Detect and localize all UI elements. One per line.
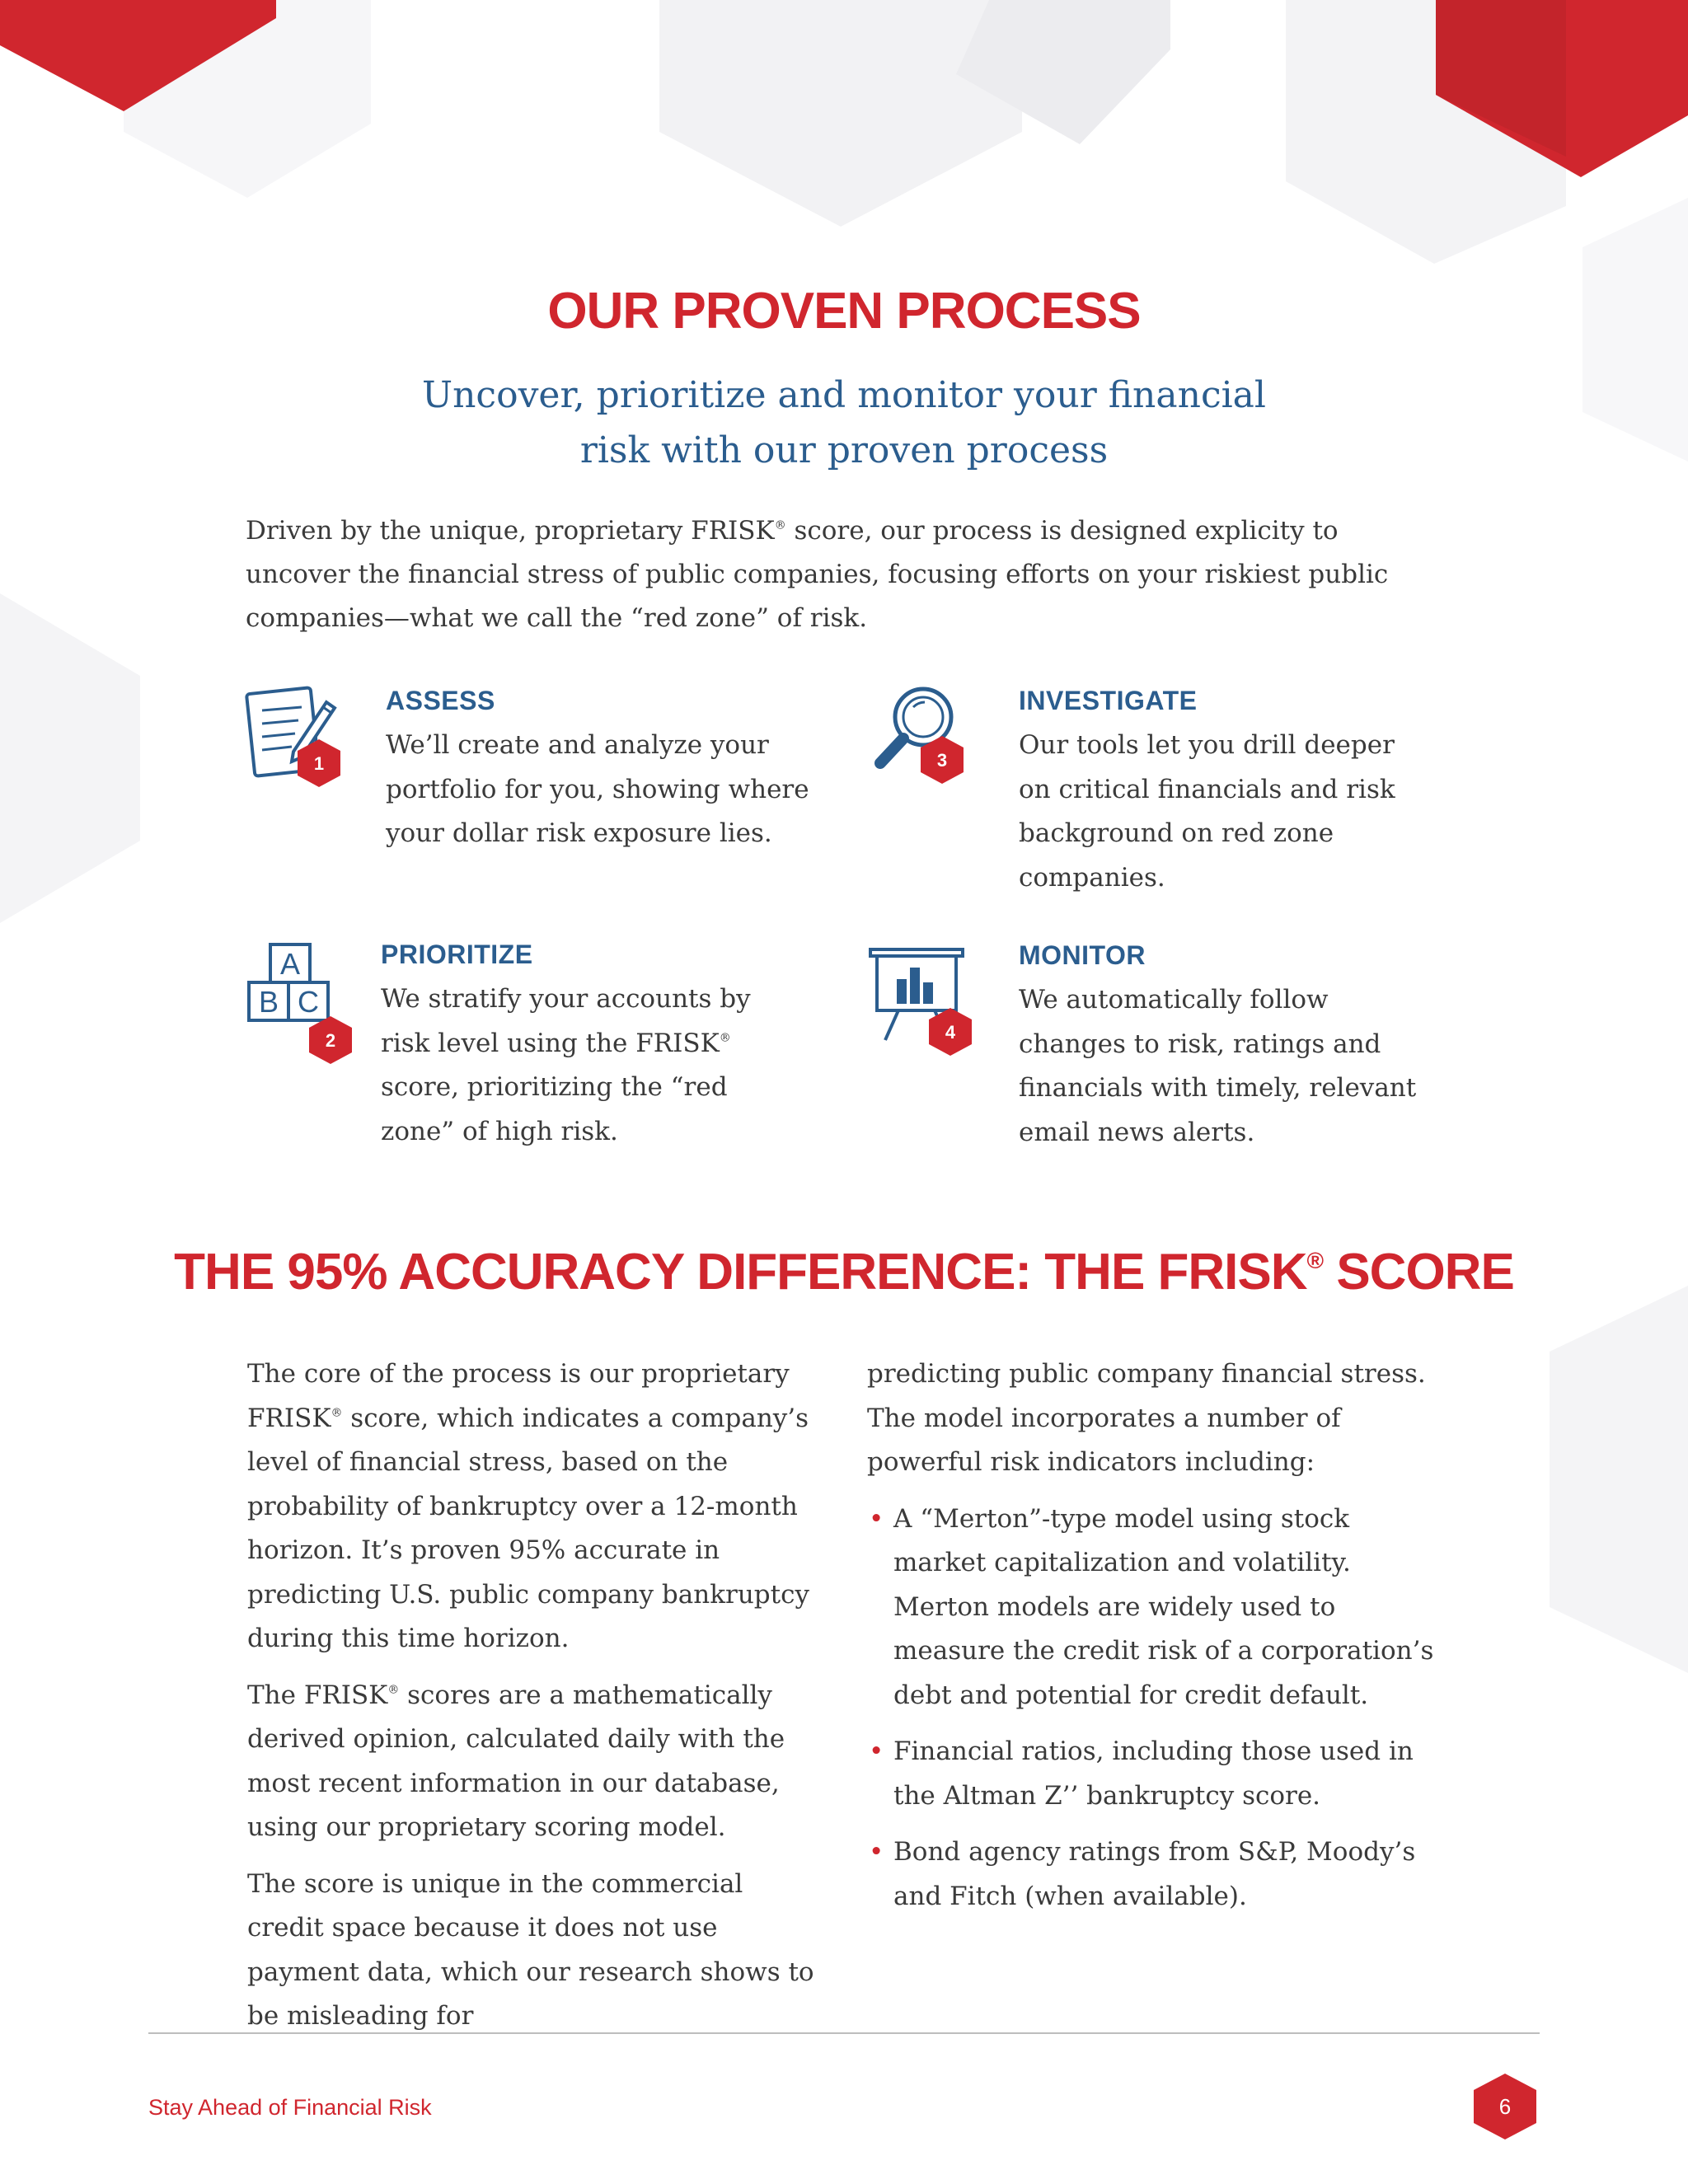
- frisk-paragraph-3-continued: predicting public company financial stress.: [867, 1359, 1426, 1389]
- footer-divider: [148, 2032, 1540, 2034]
- frisk-paragraph-4: The model incorporates a number of powerful risk indicators including:: [867, 1403, 1341, 1477]
- step-number-badge: [926, 1006, 974, 1057]
- svg-text:C: C: [298, 985, 319, 1019]
- frisk-paragraph-1: The core of the process is our proprietary FRISK® score, which indicates a company’s level of financial stress, based on the probability of bankruptcy over a 12-month horizon. It’s proven 95% accurate in predicting U.S. public company bankruptcy during this time horizon.: [247, 1359, 809, 1653]
- list-item: • Bond agency ratings from S&P, Moody’s and Fitch (when available).: [867, 1830, 1444, 1919]
- svg-text:4: 4: [945, 1022, 956, 1043]
- step-title-prioritize: PRIORITIZE: [381, 940, 533, 969]
- page-title: OUR PROVEN PROCESS: [547, 283, 1141, 340]
- bullet-dot: •: [869, 1837, 884, 1867]
- list-item: • Financial ratios, including those used in the Altman Z’’ bankruptcy score.: [867, 1730, 1444, 1818]
- hex-bg-left-mid: [0, 593, 140, 923]
- step-number-badge: [918, 734, 966, 785]
- step-number-badge: [295, 738, 343, 789]
- step-body-prioritize: We stratify your accounts by risk level using the FRISK® score, prioritizing the “red zone” of high risk.: [381, 984, 751, 1146]
- step-number-badge: [307, 1015, 354, 1066]
- svg-text:3: 3: [936, 750, 948, 771]
- hex-bg-right-mid: [1550, 1286, 1688, 1673]
- frisk-paragraph-3: The score is unique in the commercial credit space because it does not use payment data, which our research shows to be misleading for: [247, 1868, 814, 2031]
- intro-paragraph: Driven by the unique, proprietary FRISK® score, our process is designed explicity to uncover the financial stress of public companies, focusing efforts on your riskiest public companies—what we call the “red zone” of risk.: [246, 516, 1389, 633]
- page-number-badge: [1470, 2072, 1540, 2141]
- frisk-section-title: THE 95% ACCURACY DIFFERENCE: THE FRISK® SCORE: [174, 1244, 1514, 1301]
- svg-text:B: B: [258, 985, 279, 1019]
- svg-text:6: 6: [1498, 2094, 1512, 2119]
- svg-text:1: 1: [313, 753, 325, 774]
- risk-indicator-list: [867, 1497, 1444, 1919]
- step-body-monitor: We automatically follow changes to risk, ratings and financials with timely, relevant email news alerts.: [1019, 985, 1417, 1147]
- svg-text:A: A: [279, 947, 301, 981]
- bullet-dot: •: [869, 1736, 884, 1766]
- frisk-left-column: [247, 1352, 824, 2051]
- footer-title: Stay Ahead of Financial Risk: [148, 2095, 432, 2120]
- frisk-right-column: [867, 1352, 1444, 1931]
- step-title-investigate: INVESTIGATE: [1019, 686, 1198, 715]
- bullet-dot: •: [869, 1503, 884, 1534]
- step-title-assess: ASSESS: [386, 686, 495, 715]
- list-item: • A “Merton”-type model using stock market capitalization and volatility. Merton models are widely used to measure the credit risk of a corporation’s debt and potential for credit default.: [867, 1497, 1444, 1718]
- frisk-paragraph-2: The FRISK® scores are a mathematically derived opinion, calculated daily with the most recent information in our database, using our proprietary scoring model.: [247, 1680, 785, 1842]
- subtitle-line-1: Uncover, prioritize and monitor your financial: [422, 374, 1266, 416]
- step-body-assess: We’ll create and analyze your portfolio for you, showing where your dollar risk exposure lies.: [386, 730, 809, 848]
- hex-bg-top-center: [659, 0, 1022, 227]
- svg-text:2: 2: [325, 1030, 336, 1051]
- subtitle-line-2: risk with our proven process: [579, 429, 1109, 471]
- step-body-investigate: Our tools let you drill deeper on critical financials and risk background on red zone companies.: [1019, 730, 1395, 893]
- step-title-monitor: MONITOR: [1019, 940, 1146, 970]
